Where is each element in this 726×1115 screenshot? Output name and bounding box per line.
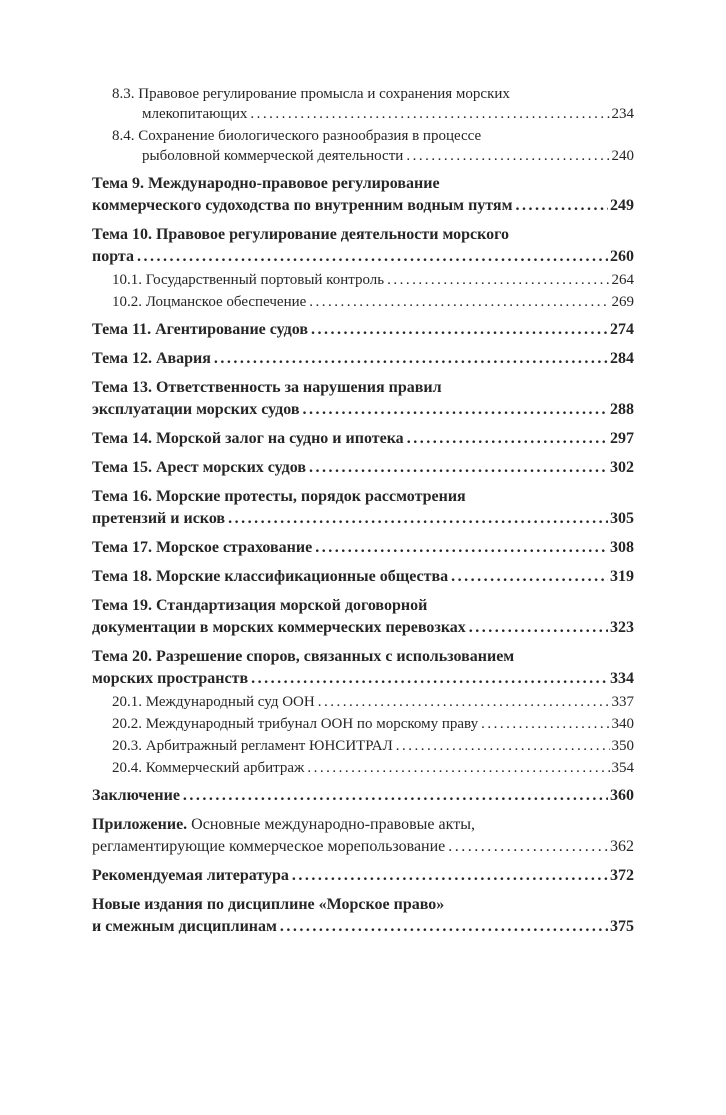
toc-entry-text: млекопитающих — [142, 106, 248, 122]
toc-entry-lastline — [92, 457, 634, 479]
dot-leader — [481, 714, 609, 734]
toc-entry-lastline — [112, 292, 634, 312]
dot-leader — [309, 292, 609, 312]
toc-entry-line: 8.3. Правовое регулирование промысла и сохранения морских — [112, 86, 510, 102]
toc-entry-lastline — [92, 537, 634, 559]
dot-leader — [387, 270, 609, 290]
toc-entry — [92, 646, 634, 690]
page-number: 297 — [610, 430, 634, 447]
page-number: 264 — [611, 272, 634, 288]
toc-entry-lastline — [92, 785, 634, 807]
page-number: 274 — [610, 321, 634, 338]
toc-entry-text: рыболовной коммерческой деятельности — [142, 148, 404, 164]
page-number: 375 — [610, 918, 634, 935]
dot-leader — [309, 457, 608, 479]
toc-entry-line: Тема 13. Ответственность за нарушения правил — [92, 379, 442, 396]
toc-entry — [92, 814, 634, 858]
dot-leader — [396, 736, 610, 756]
toc-entry-text: 20.1. Международный суд ООН — [112, 694, 315, 710]
toc-entry-text: Тема 18. Морские классификационные общества — [92, 568, 449, 585]
toc-entry — [92, 595, 634, 639]
toc-entry — [92, 486, 634, 530]
dot-leader — [251, 668, 608, 690]
dot-leader — [469, 617, 608, 639]
toc-entry-lastline — [92, 916, 634, 938]
toc-entry-lastline — [92, 668, 634, 690]
toc-entry-lastline — [92, 399, 634, 421]
toc-entry-lastline — [112, 104, 634, 124]
dot-leader — [214, 348, 608, 370]
toc-entry — [92, 566, 634, 588]
page-number: 360 — [610, 787, 634, 804]
dot-leader — [448, 836, 608, 858]
toc-entry-bold-lead: Приложение. — [92, 816, 188, 833]
toc-entry-text: эксплуатации морских судов — [92, 401, 300, 418]
toc-entry-line: Тема 20. Разрешение споров, связанных с использованием — [92, 648, 515, 665]
toc-entry-text: 20.2. Международный трибунал ООН по морскому праву — [112, 716, 479, 732]
page-number: 334 — [610, 670, 634, 687]
toc-entry-text: 10.1. Государственный портовый контроль — [112, 272, 385, 288]
page-number: 340 — [611, 716, 634, 732]
page-number: 362 — [610, 838, 634, 855]
toc-entry — [92, 428, 634, 450]
page-number: 302 — [610, 459, 634, 476]
page-number: 319 — [610, 568, 634, 585]
toc-entry-lastline — [92, 319, 634, 341]
toc-entry-lastline — [92, 566, 634, 588]
toc-entry-text: документации в морских коммерческих перевозках — [92, 619, 466, 636]
toc-entry — [112, 270, 634, 290]
toc-entry-line: Тема 10. Правовое регулирование деятельности морского — [92, 226, 510, 243]
toc-entry-line: Тема 16. Морские протесты, порядок рассмотрения — [92, 488, 466, 505]
page-number: 337 — [611, 694, 634, 710]
page-number: 269 — [611, 294, 634, 310]
toc-entry — [112, 84, 634, 124]
toc-entry — [92, 348, 634, 370]
toc-entry — [92, 457, 634, 479]
toc-entry-lastline — [92, 617, 634, 639]
toc-entry-text: Тема 11. Агентирование судов — [92, 321, 308, 338]
toc-entry-text: Заключение — [92, 787, 180, 804]
toc-entry-text: Рекомендуемая литература — [92, 867, 289, 884]
dot-leader — [515, 195, 608, 217]
dot-leader — [292, 865, 608, 887]
toc-entry-text: 20.4. Коммерческий арбитраж — [112, 760, 305, 776]
toc-entry-lastline — [112, 714, 634, 734]
toc-entry — [112, 126, 634, 166]
page-number: 240 — [611, 148, 634, 164]
dot-leader — [280, 916, 608, 938]
page-number: 305 — [610, 510, 634, 527]
toc-entry-text: порта — [92, 248, 134, 265]
toc-entry — [92, 785, 634, 807]
toc-entry — [112, 292, 634, 312]
dot-leader — [183, 785, 608, 807]
toc-entry-lastline — [92, 195, 634, 217]
toc-entry-lastline — [112, 146, 634, 166]
toc-entry-text: претензий и исков — [92, 510, 226, 527]
toc-entry-text: 20.3. Арбитражный регламент ЮНСИТРАЛ — [112, 738, 393, 754]
toc-entry-lastline — [92, 428, 634, 450]
page-number: 284 — [610, 350, 634, 367]
toc-entry-line — [92, 814, 634, 836]
toc-entry — [112, 758, 634, 778]
dot-leader — [302, 399, 608, 421]
dot-leader — [137, 246, 608, 268]
toc-entry-text: Основные международно-правовые акты, — [191, 816, 475, 833]
toc-entry-line: Тема 9. Международно-правовое регулирование — [92, 175, 440, 192]
page-number: 260 — [610, 248, 634, 265]
toc-entry-lastline — [112, 692, 634, 712]
toc-entry — [92, 224, 634, 268]
page-number: 372 — [610, 867, 634, 884]
page-number: 350 — [611, 738, 634, 754]
dot-leader — [315, 537, 608, 559]
toc-entry — [92, 865, 634, 887]
page-number: 288 — [610, 401, 634, 418]
toc-entry-text: Тема 14. Морской залог на судно и ипотека — [92, 430, 404, 447]
toc-entry-lastline — [112, 758, 634, 778]
toc-entry — [92, 173, 634, 217]
toc-entry-text: Тема 12. Авария — [92, 350, 211, 367]
dot-leader — [311, 319, 608, 341]
toc-entry — [92, 377, 634, 421]
page-number: 354 — [611, 760, 634, 776]
toc-entry — [92, 319, 634, 341]
toc-entry-text: 10.2. Лоцманское обеспечение — [112, 294, 307, 310]
dot-leader — [307, 758, 609, 778]
toc-entry-line: Новые издания по дисциплине «Морское право» — [92, 896, 445, 913]
toc-entry — [92, 894, 634, 938]
toc-entry-line: Тема 19. Стандартизация морской договорной — [92, 597, 428, 614]
toc-entry-lastline — [92, 348, 634, 370]
toc-entry-lastline — [112, 270, 634, 290]
page-number: 234 — [611, 106, 634, 122]
toc-entry — [112, 714, 634, 734]
toc-entry-text: и смежным дисциплинам — [92, 918, 277, 935]
toc-entry-text: морских пространств — [92, 670, 249, 687]
dot-leader — [250, 104, 609, 124]
toc-entry — [92, 537, 634, 559]
toc-entry-lastline — [92, 836, 634, 858]
toc-entry-text: Тема 15. Арест морских судов — [92, 459, 307, 476]
page-number: 249 — [610, 197, 634, 214]
toc-page — [92, 84, 634, 938]
dot-leader — [228, 508, 608, 530]
toc-entry-lastline — [92, 246, 634, 268]
page-number: 323 — [610, 619, 634, 636]
toc-entry-lastline — [92, 508, 634, 530]
toc-entry — [112, 692, 634, 712]
dot-leader — [406, 146, 609, 166]
toc-entry-line: 8.4. Сохранение биологического разнообразия в процессе — [112, 128, 482, 144]
toc-entry-lastline — [112, 736, 634, 756]
dot-leader — [451, 566, 608, 588]
toc-entry-text: коммерческого судоходства по внутренним водным путям — [92, 197, 513, 214]
toc-entry-lastline — [92, 865, 634, 887]
page-number: 308 — [610, 539, 634, 556]
toc-entry-text: Тема 17. Морское страхование — [92, 539, 313, 556]
dot-leader — [318, 692, 610, 712]
dot-leader — [407, 428, 608, 450]
toc-entry-text: регламентирующие коммерческое морепользование — [92, 838, 446, 855]
toc-entry — [112, 736, 634, 756]
